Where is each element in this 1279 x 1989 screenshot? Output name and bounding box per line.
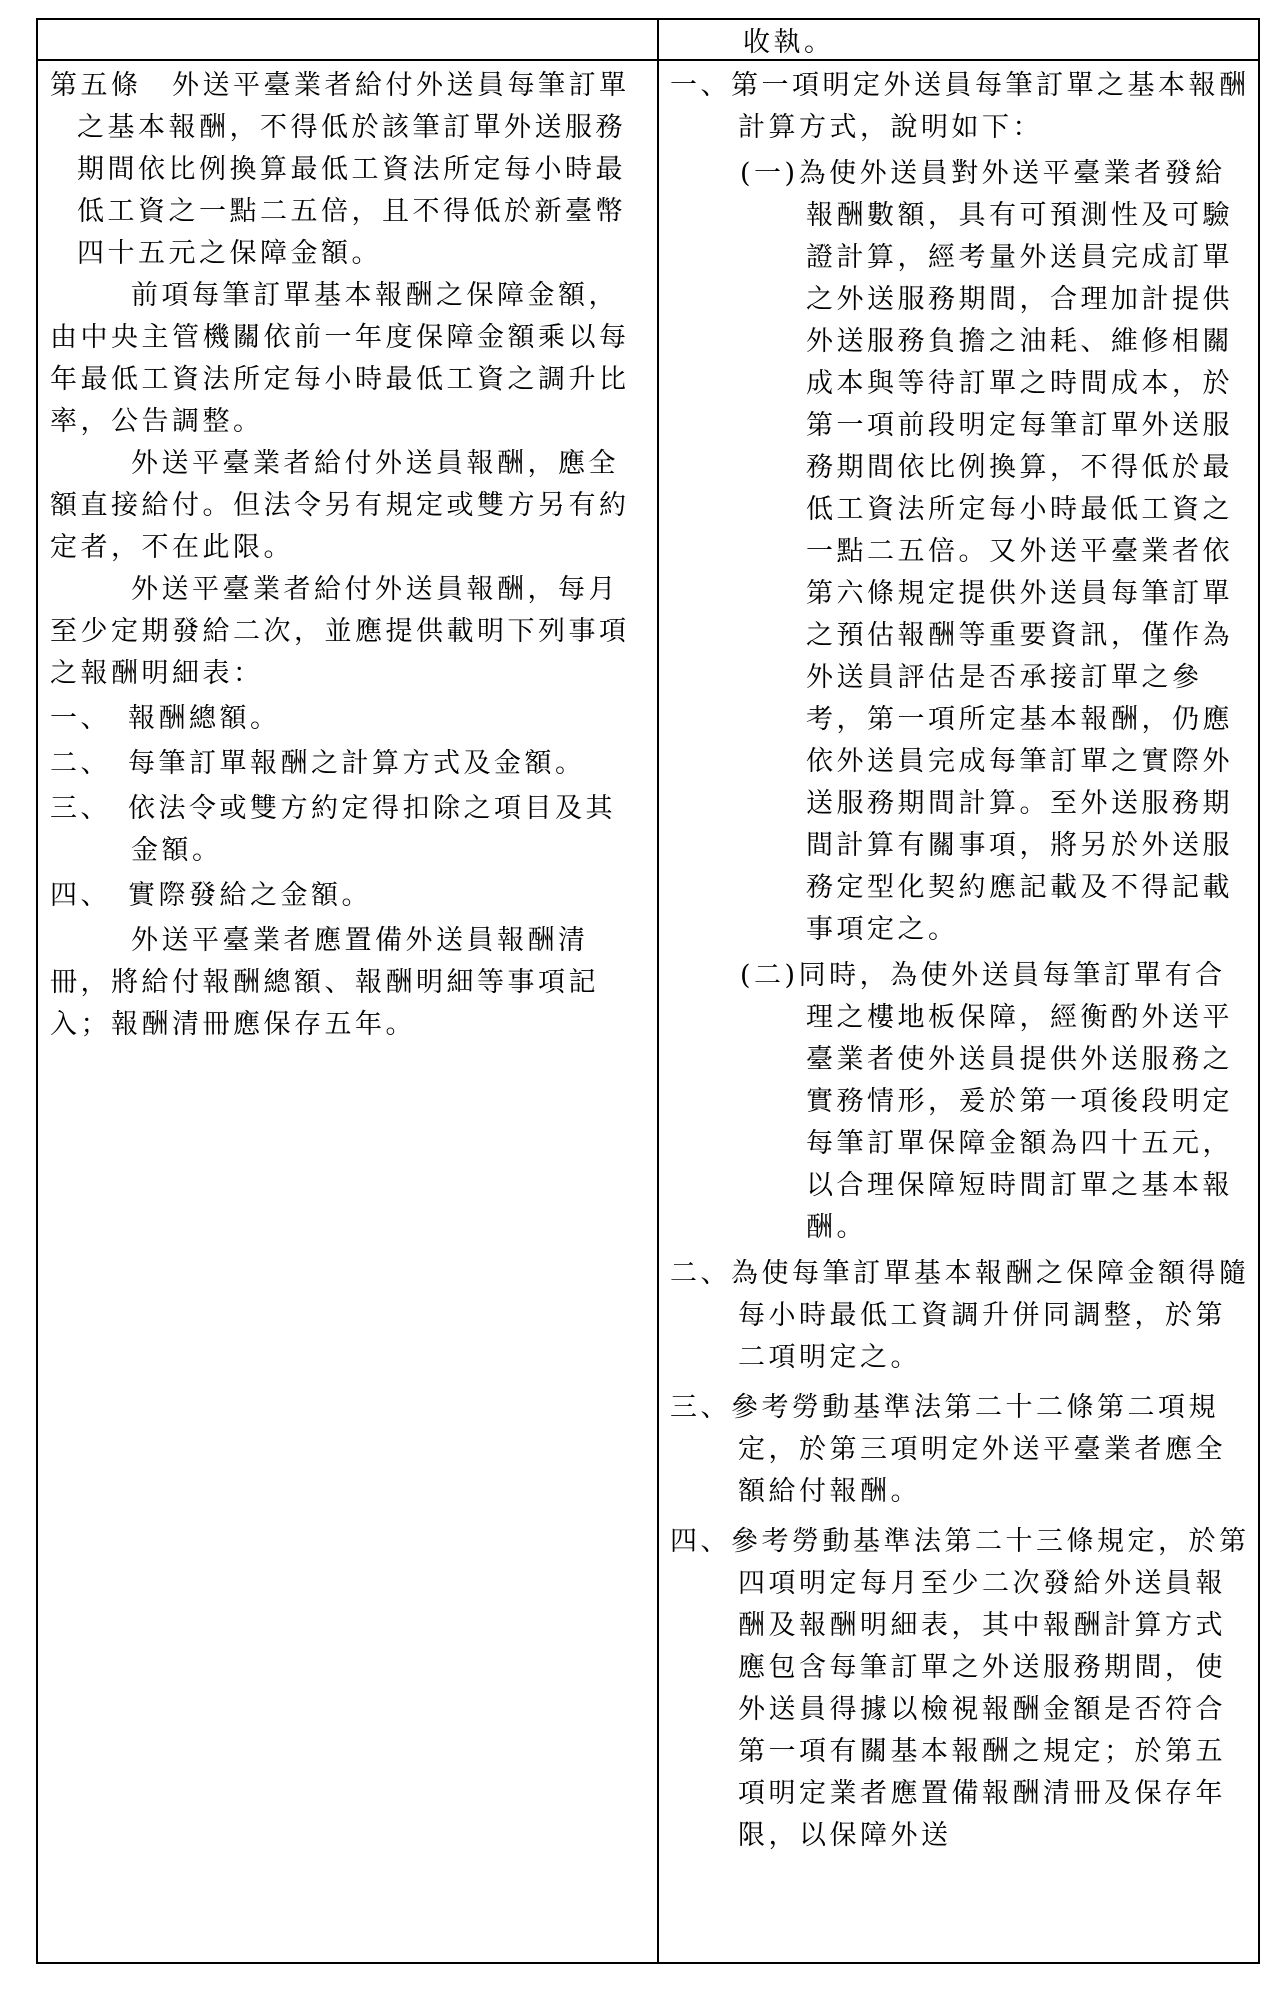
- article-paragraph-2: 前項每筆訂單基本報酬之保障金額，由中央主管機關依前一年度保障金額乘以每年最低工資法所定每小時最低工資之調升比率，公告調整。: [50, 280, 630, 437]
- list-item: 四、 實際發給之金額。: [50, 880, 372, 911]
- column-divider: [657, 20, 659, 1962]
- explanation-column: [662, 65, 1258, 1865]
- article-paragraph-3: 外送平臺業者給付外送員報酬，應全額直接給付。但法令另有規定或雙方另有約定者，不在此限。: [50, 448, 630, 563]
- explanation-point-4: 四、參考勞動基準法第二十三條規定，於第四項明定每月至少二次發給外送員報酬及報酬明細表，其中報酬計算方式應包含每筆訂單之外送服務期間，使外送員得據以檢視報酬金額是否符合第一項有關基本報酬之規定；於第五項明定業者應置備報酬清冊及保存年限，以保障外送: [670, 1526, 1250, 1851]
- explanation-point-1: 一、第一項明定外送員每筆訂單之基本報酬計算方式，說明如下：: [670, 70, 1250, 143]
- explanation-subpoint-2: (二)同時，為使外送員每筆訂單有合理之樓地板保障，經衡酌外送平臺業者使外送員提供外送服務之實務情形，爰於第一項後段明定每筆訂單保障金額為四十五元，以合理保障短時間訂單之基本報酬。: [740, 960, 1233, 1243]
- continuation-text: 收執。: [743, 27, 835, 58]
- explanation-point-3: 三、參考勞動基準法第二十二條第二項規定，於第三項明定外送平臺業者應全額給付報酬。: [670, 1392, 1226, 1507]
- article-paragraph-1: 第五條 外送平臺業者給付外送員每筆訂單之基本報酬，不得低於該筆訂單外送服務期間依比例換算最低工資法所定每小時最低工資之一點二五倍，且不得低於新臺幣四十五元之保障金額。: [50, 70, 630, 269]
- comparison-table: [36, 18, 1260, 1964]
- article-paragraph-5: 外送平臺業者應置備外送員報酬清冊，將給付報酬總額、報酬明細等事項記入；報酬清冊應保存五年。: [50, 925, 599, 1040]
- list-item: 二、 每筆訂單報酬之計算方式及金額。: [50, 748, 586, 779]
- list-item: 三、 依法令或雙方約定得扣除之項目及其金額。: [50, 793, 616, 866]
- list-item: 一、 報酬總額。: [50, 703, 281, 734]
- explanation-subpoint-1: (一)為使外送員對外送平臺業者發給報酬數額，具有可預測性及可驗證計算，經考量外送員完成訂單之外送服務期間，合理加計提供外送服務負擔之油耗、維修相關成本與等待訂單之時間成本，於第一項前段明定每筆訂單外送服務期間依比例換算，不得低於最低工資法所定每小時最低工資之一點二五倍。又外送平臺業者依第六條規定提供外送員每筆訂單之預估報酬等重要資訊，僅作為外送員評估是否承接訂單之參考，第一項所定基本報酬，仍應依外送員完成每筆訂單之實際外送服務期間計算。至外送服務期間計算有關事項，將另於外送服務定型化契約應記載及不得記載事項定之。: [740, 158, 1233, 945]
- explanation-point-2: 二、為使每筆訂單基本報酬之保障金額得隨每小時最低工資調升併同調整，於第二項明定之。: [670, 1258, 1250, 1373]
- article-paragraph-4: 外送平臺業者給付外送員報酬，每月至少定期發給二次，並應提供載明下列事項之報酬明細表：: [50, 574, 630, 689]
- article-text-column: [42, 65, 652, 1046]
